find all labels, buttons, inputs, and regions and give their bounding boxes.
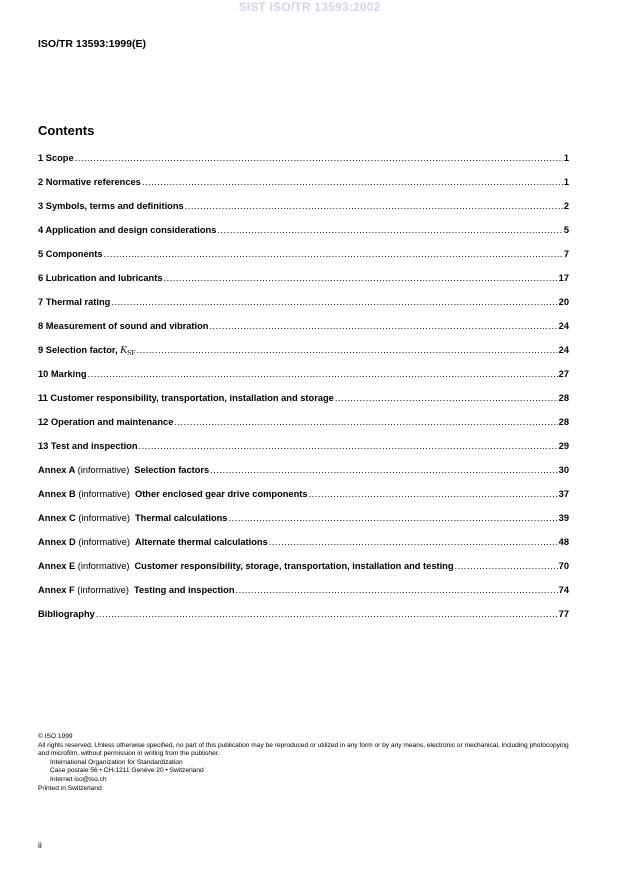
copyright-printed: Printed in Switzerland	[38, 784, 102, 792]
toc-page-number: 39	[558, 513, 569, 523]
toc-title: 1 Scope	[38, 153, 74, 163]
page-number: ii	[38, 840, 42, 850]
table-of-contents	[38, 153, 569, 633]
copyright-rights: All rights reserved. Unless otherwise specified, no part of this publication may be reproduced or utilized in any form or by any means, electronic or mechanical, including photocopying and microfilm, without permission in writing from the publisher.	[38, 741, 569, 758]
toc-leader-dots	[309, 489, 558, 499]
toc-leader-dots	[228, 513, 557, 523]
toc-entry-label	[38, 345, 136, 357]
toc-entry-label	[38, 201, 184, 211]
toc-entry-label	[38, 489, 308, 499]
toc-leader-dots	[185, 201, 563, 211]
toc-page-number: 1	[563, 153, 569, 163]
toc-entry-label	[38, 153, 74, 163]
toc-page-number: 24	[558, 345, 569, 355]
toc-entry-label	[38, 273, 163, 283]
toc-entry[interactable]	[38, 249, 569, 273]
toc-leader-dots	[88, 369, 558, 379]
toc-entry-label	[38, 417, 173, 427]
toc-title: Thermal calculations	[134, 513, 228, 523]
toc-entry[interactable]	[38, 369, 569, 393]
toc-leader-dots	[174, 417, 557, 427]
toc-leader-dots	[137, 345, 558, 355]
toc-title: Customer responsibility, storage, transportation, installation and testing	[134, 561, 454, 571]
toc-leader-dots	[75, 153, 563, 163]
annex-type: (informative)	[78, 489, 130, 499]
toc-page-number: 29	[558, 441, 569, 451]
toc-title: 10 Marking	[38, 369, 87, 379]
toc-title: 6 Lubrication and lubricants	[38, 273, 163, 283]
toc-page-number: 27	[558, 369, 569, 379]
toc-page-number: 30	[558, 465, 569, 475]
toc-title: Bibliography	[38, 609, 95, 619]
toc-title: 11 Customer responsibility, transportation, installation and storage	[38, 393, 334, 403]
toc-page-number: 28	[558, 393, 569, 403]
annex-id: Annex E	[38, 561, 76, 571]
selection-factor-symbol: $K_{SF}$	[120, 345, 136, 357]
toc-entry[interactable]	[38, 201, 569, 225]
toc-title: Other enclosed gear drive components	[134, 489, 308, 499]
toc-entry-label	[38, 441, 138, 451]
toc-leader-dots	[164, 273, 558, 283]
copyright-address: Case postale 56 • CH-1211 Genève 20 • Switzerland	[50, 767, 204, 775]
annex-type: (informative)	[77, 585, 129, 595]
toc-page-number: 24	[558, 321, 569, 331]
toc-entry[interactable]	[38, 537, 569, 561]
toc-title: 4 Application and design considerations	[38, 225, 217, 235]
toc-entry-label	[38, 177, 141, 187]
toc-entry[interactable]	[38, 417, 569, 441]
toc-entry[interactable]	[38, 561, 569, 585]
watermark: SIST ISO/TR 13593:2002	[238, 0, 381, 14]
toc-entry[interactable]	[38, 393, 569, 417]
toc-title: 9 Selection factor,	[38, 345, 121, 355]
toc-entry-label	[38, 465, 209, 475]
toc-leader-dots	[335, 393, 558, 403]
toc-entry[interactable]	[38, 489, 569, 513]
toc-entry[interactable]	[38, 153, 569, 177]
toc-title: 2 Normative references	[38, 177, 141, 187]
toc-page-number: 17	[558, 273, 569, 283]
copyright-internet: Internet iso@iso.ch	[50, 775, 107, 783]
toc-leader-dots	[209, 321, 557, 331]
toc-title: 3 Symbols, terms and definitions	[38, 201, 184, 211]
annex-type: (informative)	[77, 561, 130, 571]
toc-title: 5 Components	[38, 249, 103, 259]
toc-title: 12 Operation and maintenance	[38, 417, 174, 427]
toc-page-number: 74	[558, 585, 569, 595]
toc-title: Selection factors	[134, 465, 210, 475]
copyright-block	[38, 733, 578, 793]
toc-leader-dots	[210, 465, 557, 475]
toc-entry-label	[38, 369, 87, 379]
toc-entry-label	[38, 393, 334, 403]
toc-leader-dots	[104, 249, 563, 259]
toc-entry[interactable]	[38, 585, 569, 609]
toc-entry[interactable]	[38, 609, 569, 633]
toc-page-number: 5	[563, 225, 569, 235]
toc-entry[interactable]	[38, 321, 569, 345]
toc-page-number: 20	[558, 297, 569, 307]
toc-page-number: 7	[563, 249, 569, 259]
contents-title: Contents	[38, 123, 95, 138]
toc-leader-dots	[139, 441, 558, 451]
toc-entry-label	[38, 537, 268, 547]
toc-title: Testing and inspection	[133, 585, 235, 595]
toc-page-number: 48	[558, 537, 569, 547]
toc-entry[interactable]	[38, 513, 569, 537]
toc-entry-label	[38, 321, 208, 331]
toc-entry[interactable]	[38, 441, 569, 465]
toc-entry-label	[38, 297, 110, 307]
toc-entry[interactable]	[38, 177, 569, 201]
annex-type: (informative)	[77, 465, 130, 475]
annex-id: Annex A	[38, 465, 76, 475]
toc-leader-dots	[236, 585, 558, 595]
toc-page-number: 2	[563, 201, 569, 211]
toc-leader-dots	[111, 297, 557, 307]
annex-id: Annex C	[38, 513, 76, 523]
toc-entry[interactable]	[38, 465, 569, 489]
toc-entry-label	[38, 249, 103, 259]
toc-leader-dots	[455, 561, 558, 571]
toc-leader-dots	[217, 225, 562, 235]
toc-leader-dots	[142, 177, 563, 187]
toc-page-number: 28	[558, 417, 569, 427]
toc-leader-dots	[96, 609, 558, 619]
toc-title: 8 Measurement of sound and vibration	[38, 321, 209, 331]
toc-page-number: 1	[563, 177, 569, 187]
annex-type: (informative)	[78, 513, 130, 523]
toc-title: Alternate thermal calculations	[134, 537, 268, 547]
toc-entry-label	[38, 513, 227, 523]
copyright-org: International Organization for Standardization	[50, 758, 183, 766]
toc-title: 7 Thermal rating	[38, 297, 111, 307]
annex-type: (informative)	[78, 537, 130, 547]
toc-entry-label	[38, 225, 216, 235]
annex-id: Annex D	[38, 537, 76, 547]
toc-page-number: 77	[558, 609, 569, 619]
toc-entry[interactable]	[38, 345, 569, 369]
toc-entry-label	[38, 585, 235, 595]
toc-entry-label	[38, 561, 454, 571]
toc-page-number: 37	[558, 489, 569, 499]
toc-leader-dots	[269, 537, 558, 547]
toc-entry[interactable]	[38, 273, 569, 297]
toc-entry[interactable]	[38, 297, 569, 321]
toc-page-number: 70	[558, 561, 569, 571]
toc-entry-label	[38, 609, 95, 619]
document-id: ISO/TR 13593:1999(E)	[38, 38, 146, 50]
annex-id: Annex B	[38, 489, 76, 499]
toc-title: 13 Test and inspection	[38, 441, 138, 451]
annex-id: Annex F	[38, 585, 75, 595]
toc-entry[interactable]	[38, 225, 569, 249]
copyright-notice: © ISO 1999	[38, 733, 73, 740]
